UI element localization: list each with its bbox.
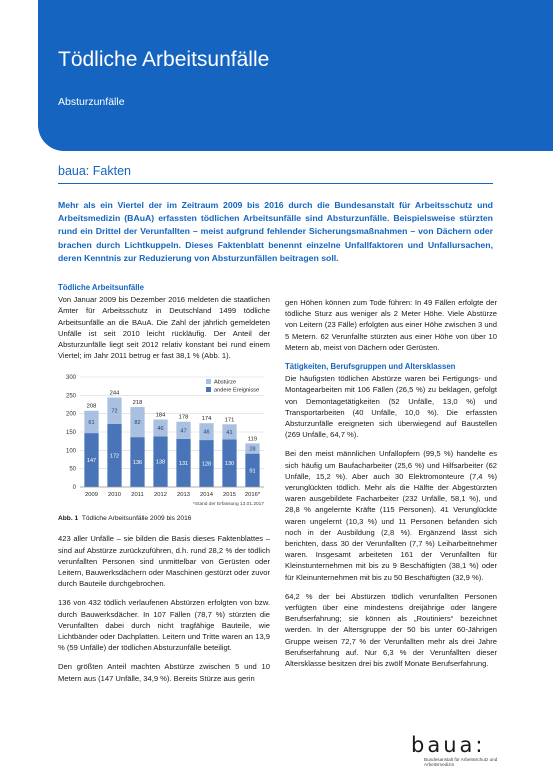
data-label: 128 (201, 461, 212, 468)
page-title: Tödliche Arbeitsunfälle (58, 48, 270, 71)
data-label: 147 (86, 458, 97, 465)
x-tick-label: 2015 (223, 492, 236, 499)
paragraph: 136 von 432 tödlich verlaufenen Abstürzen erfolgten von bzw. durch Bauwerksdächer. In 107 Fällen (78,7 %) stürzten die Verunfallten dabei durch nicht tragfähige Bauteile, wie Lichtbänder oder Dachplatten. Leitern und Tritte waren an 13,9 % (59 Unfälle) der tödlichen Absturzunfälle beteiligt. (58, 598, 270, 653)
section-heading-activities: Tätigkeiten, Berufsgruppen und Altersklassen (285, 362, 456, 372)
paragraph: 423 aller Unfälle – sie bilden die Basis dieses Faktenblattes – sind auf Abstürze zurückzuführen, d.h. rund 28,2 % der tödlich verunfallten Personen sind unmittelbar von Gerüsten oder Leitern, Bauwerksdächern oder Maschinen gestürzt oder zuvor durch Bauteile durchgebrochen. (58, 534, 270, 589)
data-label: 28 (249, 446, 256, 453)
total-label: 178 (178, 415, 189, 422)
x-tick-label: 2016* (244, 492, 261, 499)
stacked-bar-chart (58, 369, 270, 509)
data-label: 131 (178, 461, 189, 468)
intro-text: Mehr als ein Viertel der im Zeitraum 2009 bis 2016 durch die Bundesanstalt für Arbeitsschutz und Arbeitsmedizin (BAuA) erfassten tödlichen Arbeitsunfälle sind Absturzunfälle. Beispielsweise stürzten rund ein Drittel der Verunfallten – meist aufgrund fehlender Sicherungsmaßnahmen – von Dächern oder brachen durch Lichtkuppeln. Dieses Faktenblatt benennt einzelne Unfallfaktoren und Unfallursachen, deren Kenntnis zur Reduzierung von Absturzunfällen beitragen soll. (58, 200, 493, 263)
y-tick-label: 150 (65, 430, 76, 437)
legend-swatch-abstuerze (206, 379, 211, 384)
divider (58, 183, 493, 184)
total-label: 244 (109, 390, 120, 397)
y-tick-label: 300 (65, 375, 76, 382)
data-label: 47 (180, 428, 187, 435)
caption-text: Tödliche Arbeitsunfälle 2009 bis 2016 (81, 515, 192, 523)
data-label: 138 (155, 460, 166, 467)
total-label: 184 (155, 412, 166, 419)
total-label: 171 (224, 417, 235, 424)
data-label: 136 (132, 460, 143, 467)
data-label: 41 (226, 430, 233, 437)
y-tick-label: 250 (65, 393, 76, 400)
chart (58, 369, 270, 509)
x-tick-label: 2013 (177, 492, 190, 499)
x-tick-label: 2012 (154, 492, 167, 499)
y-tick-label: 100 (65, 448, 76, 455)
paragraph: 64,2 % der bei Abstürzen tödlich verunfallten Personen verfügten über eine mindestens dreijährige oder längere Berufserfahrung; sie können als „Routiniers“ bezeichnet werden. In der Altersgruppe der 50 bis unter 60-Jährigen Gruppe weisen 72,7 % der Verunfallten mehr als drei Jahre Berufserfahrung auf. Nur 6,3 % der Verunfallten dieser Altersklasse besitzen drei bis zwölf Monate Berufserfahrung. (285, 591, 497, 669)
x-tick-label: 2010 (108, 492, 121, 499)
baua-logo: baua: (411, 733, 486, 757)
paragraph: Die häufigsten tödlichen Abstürze waren bei Fertigungs- und Montagearbeiten mit 106 Fällen (26,5 %) zu beklagen, gefolgt von Demontagetätigkeiten (52 Unfälle, 13,0 %) und Transportarbeiten (40 Unfälle, 10,0 %). Die erfassten Absturzunfälle ereigneten sich überwiegend auf Baustellen (269 Unfälle, 64,7 %). (285, 374, 497, 440)
y-tick-label: 50 (69, 467, 76, 474)
x-tick-label: 2009 (85, 492, 98, 499)
total-label: 208 (86, 404, 97, 411)
data-label: 91 (249, 468, 256, 475)
left-column (58, 282, 270, 692)
legend-swatch-andere-ereignisse (206, 387, 211, 392)
data-label: 46 (157, 426, 164, 433)
total-label: 174 (201, 416, 212, 423)
total-label: 119 (247, 436, 258, 443)
data-label: 72 (111, 409, 118, 416)
data-label: 61 (88, 420, 95, 427)
data-label: 46 (203, 430, 210, 437)
y-tick-label: 200 (65, 412, 76, 419)
data-label: 172 (109, 453, 120, 460)
data-label: 82 (134, 420, 141, 427)
x-tick-label: 2011 (131, 492, 144, 499)
baua-logo-subtext: Bundesanstalt für Arbeitsschutz und Arbeitsmedizin (424, 757, 498, 768)
paragraph: Den größten Anteil machten Abstürze zwischen 5 und 10 Metern aus (147 Unfälle, 34,9 %). Bereits Stürze aus gerin (58, 662, 270, 683)
y-tick-label: 0 (72, 485, 76, 492)
x-tick-label: 2014 (200, 492, 213, 499)
legend-label: andere Ereignisse (214, 387, 260, 394)
paragraph: Bei den meist männlichen Unfallopfern (99,5 %) handelte es sich häufig um Baufacharbeiter (25,6 %) und Hilfsarbeiter (62 Unfälle, 15,2 %). Aber auch 30 Elektromonteure (7,4 %) verunglückten tödlich. Mehr als die Hälfte der Abgestürzten waren ausgebildete Facharbeiter (232 Unfälle, 58,1 %), und 28,8 % angelernte Kräfte (115 Personen). 41 Verunglückte waren ungelernt (10,3 %) und 11 Personen befanden sich noch in der Ausbildung (2,8 %). Ergänzend lässt sich berichten, dass 30 der Verunfallten (7,7 %) Leiharbeitnehmer waren. Insgesamt arbeiteten 161 der Verunfallten für Kleinstunternehmen mit bis zu 9 Beschäftigten (38,1 %) oder für Kleinunternehmen mit bis zu 50 Beschäftigten (32,9 %). (285, 449, 497, 582)
legend-label: Abstürze (214, 379, 237, 386)
total-label: 218 (132, 400, 143, 407)
section-heading-fatal-accidents: Tödliche Arbeitsunfälle (58, 283, 144, 292)
paragraph: Von Januar 2009 bis Dezember 2016 meldeten die staatlichen Ämter für Arbeitsschutz in Deutschland 1499 tödliche Arbeitsunfälle an die BAuA. Die Zahl der jährlich gemeldeten Unfälle ist seit 2010 leicht rückläufig. Der Anteil der Absturzunfälle liegt seit 2012 relativ konstant bei rund einem Viertel; im Jahr 2011 betrug er fast 38,1 % (Abb. 1). (58, 295, 270, 361)
right-column (285, 297, 497, 677)
chart-footnote: *Stand der Erfassung 13.01.2017 (193, 502, 264, 508)
paragraph: gen Höhen können zum Tode führen: In 49 Fällen erfolgte der tödliche Sturz aus weniger als 2 Meter Höhe. Viele Abstürze von Leitern (23 Fälle) erfolgten aus einer Höhe zwischen 3 und 5 Metern. 62 Verunfallte stürzten aus einer Höhe von über 10 Metern ab, meist von Dächern oder Gerüsten. (285, 298, 497, 352)
facts-label: baua: Fakten (58, 164, 131, 178)
data-label: 130 (224, 461, 235, 468)
caption-label: Abb. 1 (58, 515, 79, 523)
page-subtitle: Absturzunfälle (58, 96, 125, 108)
chart-caption (58, 514, 270, 523)
header-banner (38, 0, 553, 151)
